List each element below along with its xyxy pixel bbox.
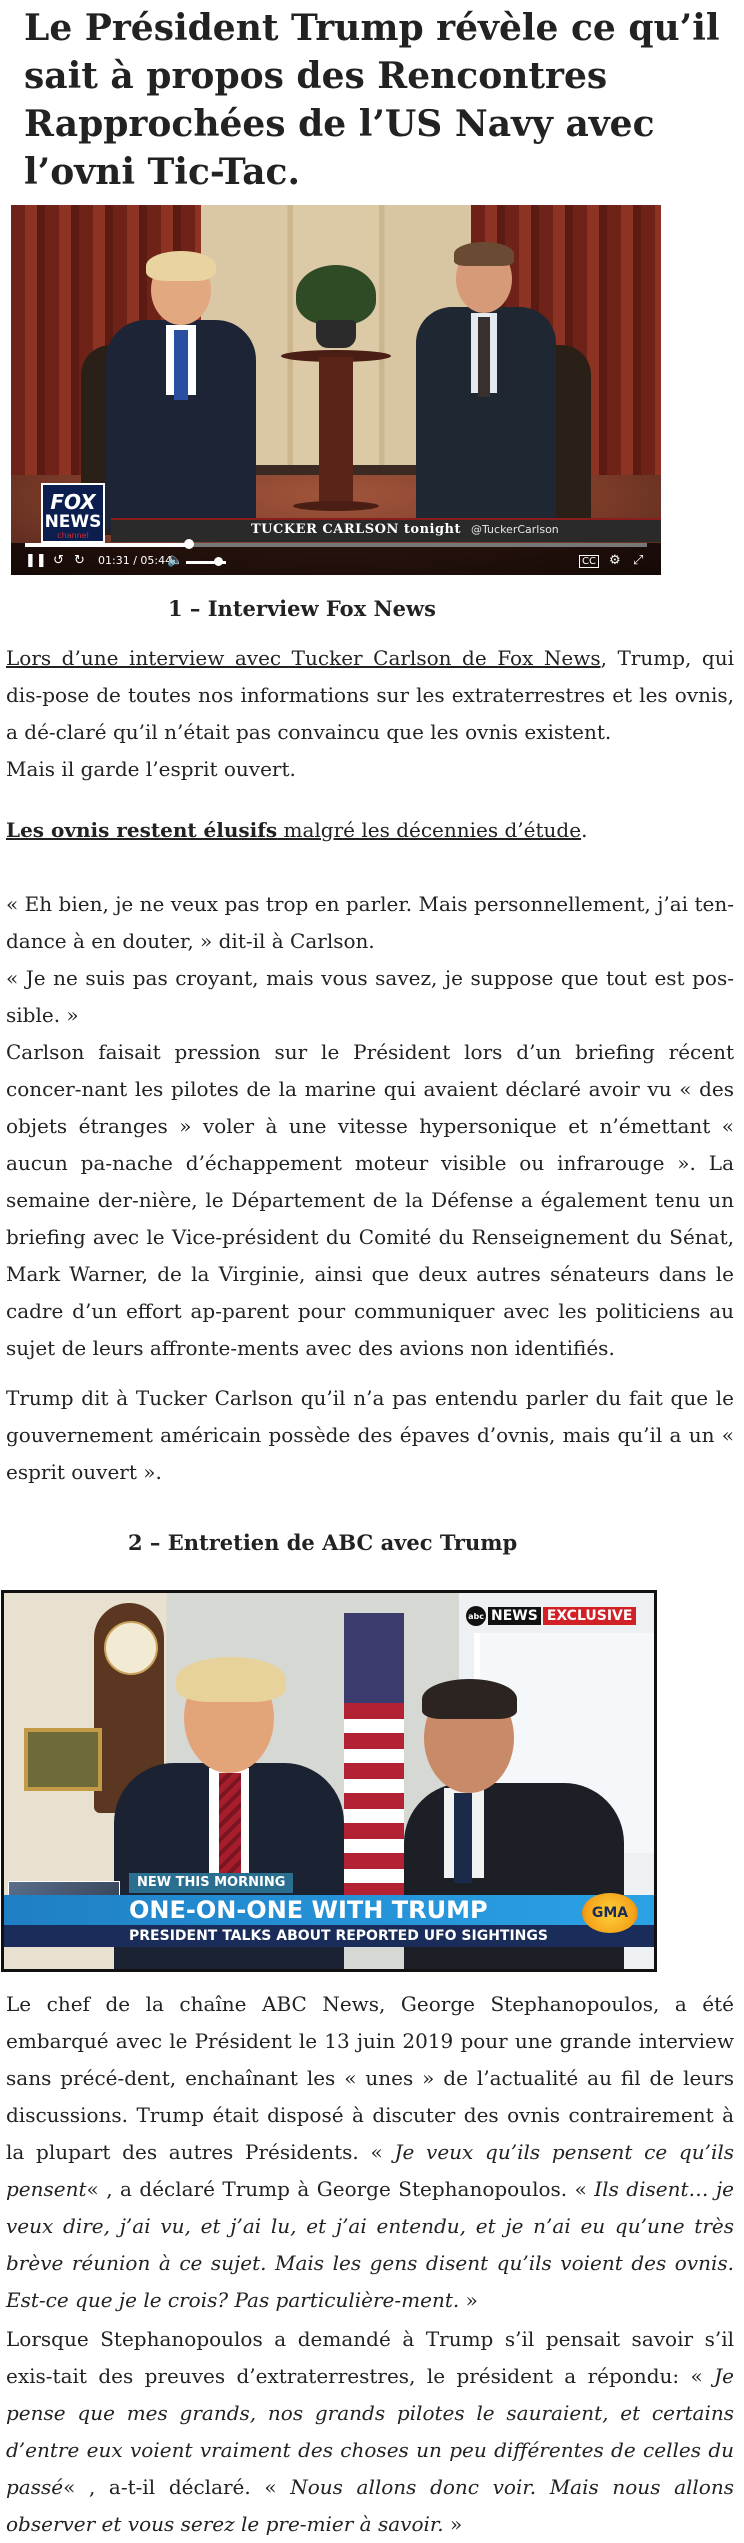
volume-icon[interactable]: 🔈 [167,553,184,568]
quote-text: « Eh bien, je ne veux pas trop en parler. Mais personnellement, j’ai ten-dance à en douter, » dit-il à Carlson. [6,892,734,953]
side-table-leg [319,357,353,507]
channel-logo-text: channel [57,531,89,540]
abc-logo: abc [466,1606,486,1626]
fox-news-video-player[interactable] [11,205,661,575]
time-display: 01:31 / 05:44 [98,554,173,567]
headline: ONE-ON-ONE WITH TRUMP [4,1895,654,1925]
article-title: Le Président Trump révèle ce qu’il sait à propos des Rencontres Rapprochées de l’US Navy avec l’ovni Tic-Tac. [24,7,720,193]
paragraph-text: Lorsque Stephanopoulos a demandé à Trump s’il pensait savoir s’il exis-tait des preuves d’extraterrestres, le président a répondu: « [6,2327,734,2388]
elusive-link-bold: Les ovnis restent élusifs [6,818,278,842]
exclusive-badge: EXCLUSIVE [543,1607,637,1625]
gma-lower-third [4,1873,654,1969]
settings-icon[interactable]: ⚙ [609,553,621,568]
network-name: NEWS [488,1607,541,1625]
paragraph-text: . [581,818,588,842]
paragraph-abc-interview [6,1986,734,2319]
kicker: NEW THIS MORNING [129,1873,293,1893]
section-heading-fox: 1 – Interview Fox News [168,596,436,621]
paragraph-evidence [6,2321,734,2543]
paragraph-text: , Trump, qui dis-pose de toutes nos informations sur les extraterrestres et les ovnis, a dé-claré qu’il n’était pas convaincu que les ovnis existent. [6,646,734,744]
abc-news-video-still [1,1590,657,1972]
video-controls [11,543,661,575]
elusive-link[interactable] [6,818,581,842]
news-logo-text: NEWS [44,512,102,532]
quote-italic: Ils disent… je veux dire, j’ai vu, et j’ai lu, et j’ai entendu, et je n’ai eu qu’une très brève réunion à ce sujet. Mais les gens disent qu’ils voient des ovnis. Est-ce que je le crois? Pas particulière-ment. [6,2177,734,2312]
progress-fill [25,543,189,547]
fox-news-logo [41,483,105,543]
bonsai-pot [316,320,356,348]
show-lower-third [111,518,661,542]
section-heading-abc: 2 – Entretien de ABC avec Trump [128,1530,518,1555]
paragraph-text: Le chef de la chaîne ABC News, George Stephanopoulos, a été embarqué avec le Président le 13 juin 2019 pour une grande interview sans précé-dent, enchaînant les « unes » de l’actualité au fil de leurs discussions. Trump était disposé à discuter des ovnis contrairement à la plupart des autres Présidents. « [6,1992,734,2164]
paragraph-carlson-briefing: Carlson faisait pression sur le Président lors d’un briefing récent concer-nant les pilotes de la marine qui avaient déclaré avoir vu « des objets étranges » voler à une vitesse hypersonique et n’émettant « aucun pa-nache d’échappement moteur visible ou infrarouge ». La semaine der-nière, le Département de la Défense a également tenu un briefing avec le Vice-président du Comité du Renseignement du Sénat, Mark Warner, de la Virginie, ainsi que deux autres sénateurs dans le cadre d’un effort ap-parent pour communiquer avec les politiciens au sujet de leurs affronte-ments avec des avions non identifiés. [6,1040,734,1360]
side-table-base [293,501,379,511]
interviewee-figure [106,255,246,535]
paragraph-elusive [6,812,734,849]
quote-text: « Je ne suis pas croyant, mais vous savez, je suppose que tout est pos-sible. » [6,966,734,1027]
paragraph-text: » [443,2512,463,2536]
show-handle: @TuckerCarlson [471,523,559,536]
pause-icon[interactable]: ❚❚ [25,553,47,568]
interviewer-figure [406,245,546,535]
bonsai-tree [296,265,376,325]
fox-logo-text: FOX [50,490,96,514]
subheadline: PRESIDENT TALKS ABOUT REPORTED UFO SIGHTINGS [4,1925,654,1947]
show-name: TUCKER CARLSON tonight [251,522,462,537]
subtitles-icon[interactable]: CC [579,555,599,568]
elusive-link-rest: malgré les décennies d’étude [277,818,582,842]
us-flag-canton [344,1613,404,1703]
quote-italic: Nous allons donc voir. Mais nous allons observer et vous serez le pre-mier à savoir. [6,2475,734,2536]
paragraph-text: « , a-t-il déclaré. « [63,2475,291,2499]
replay-icon[interactable]: ↺ [53,553,64,568]
volume-slider[interactable] [186,561,226,564]
quote-italic: Je pense que mes grands, nos grands pilotes le sauraient, et certains d’entre eux voient vraiment des choses un peu différentes de celles du passé [6,2364,734,2499]
fox-interview-link[interactable]: Lors d’une interview avec Tucker Carlson de Fox News [6,646,601,670]
fullscreen-icon[interactable]: ⤢ [633,553,644,568]
quote-italic: Je veux qu’ils pensent ce qu’ils pensent [6,2140,734,2201]
paragraph-fox-intro [6,640,734,788]
paragraph-trump-carlson: Trump dit à Tucker Carlson qu’il n’a pas entendu parler du fait que le gouvernement américain possède des épaves d’ovnis, mais qu’il a un « esprit ouvert ». [6,1386,734,1484]
progress-bar[interactable] [25,543,647,547]
quote-1 [6,886,734,1034]
paragraph-text: « , a déclaré Trump à George Stephanopoulos. « [86,2177,595,2201]
paragraph-text: Mais il garde l’esprit ouvert. [6,757,296,781]
abc-news-bug [466,1605,636,1627]
progress-knob[interactable] [184,539,194,549]
wall-painting [24,1728,102,1791]
gma-logo: GMA [582,1893,638,1933]
volume-knob[interactable] [214,557,223,566]
forward-icon[interactable]: ↻ [74,553,85,568]
paragraph-text: » [459,2288,478,2312]
